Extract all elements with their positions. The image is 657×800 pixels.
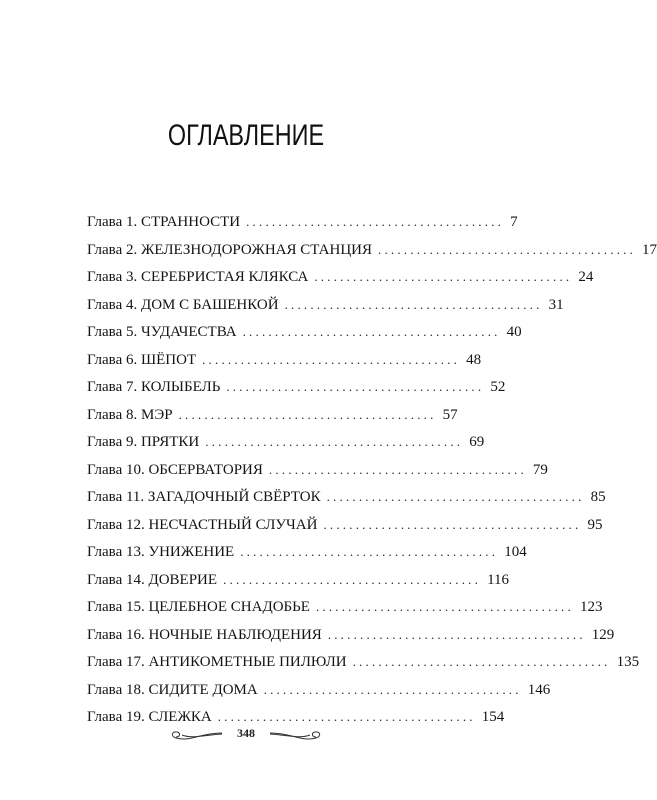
toc-dot-leader: ........................................ xyxy=(263,681,522,697)
toc-entry-page-number: 57 xyxy=(442,406,458,423)
toc-entry-page-number: 7 xyxy=(510,214,518,230)
toc-entry-label: Глава 2. ЖЕЛЕЗНОДОРОЖНАЯ СТАНЦИЯ xyxy=(87,241,372,258)
toc-entry-label: Глава 4. ДОМ С БАШЕНКОЙ xyxy=(87,296,279,313)
toc-entry-page-number: 24 xyxy=(578,269,594,285)
toc-entry xyxy=(87,236,657,264)
toc-dot-leader: ........................................ xyxy=(268,461,527,477)
toc-dot-leader: ........................................ xyxy=(284,296,543,312)
toc-dot-leader: ........................................ xyxy=(205,434,464,449)
toc-entry xyxy=(87,676,551,704)
toc-entry-label: Глава 11. ЗАГАДОЧНЫЙ СВЁРТОК xyxy=(87,489,321,505)
toc-dot-leader: ........................................ xyxy=(223,571,482,587)
toc-entry-label: Глава 5. ЧУДАЧЕСТВА xyxy=(87,324,237,340)
toc-entry-page-number: 40 xyxy=(506,324,522,340)
toc-dot-leader: ........................................ xyxy=(326,489,585,504)
toc-entry xyxy=(87,593,603,621)
toc-entry xyxy=(87,538,527,566)
toc-entry-label: Глава 18. СИДИТЕ ДОМА xyxy=(87,681,258,698)
toc-entry-page-number: 17 xyxy=(642,241,657,258)
toc-dot-leader: ........................................ xyxy=(327,626,586,642)
toc-entry-label: Глава 10. ОБСЕРВАТОРИЯ xyxy=(87,461,263,478)
toc-entry-page-number: 116 xyxy=(487,571,510,588)
toc-entry-label: Глава 6. ШЁПОТ xyxy=(87,351,197,368)
toc-dot-leader: ........................................ xyxy=(323,516,582,532)
toc-entry-page-number: 52 xyxy=(490,379,506,395)
toc-entry-label: Глава 8. МЭР xyxy=(87,406,173,423)
toc-entry-label: Глава 1. СТРАННОСТИ xyxy=(87,214,241,230)
toc-entry xyxy=(87,373,506,401)
toc-dot-leader: ........................................ xyxy=(217,709,476,724)
toc-entry-page-number: 79 xyxy=(532,461,548,478)
toc-entry-label: Глава 16. НОЧНЫЕ НАБЛЮДЕНИЯ xyxy=(87,626,322,643)
toc-entry-label: Глава 7. КОЛЫБЕЛЬ xyxy=(87,379,221,395)
toc-entry-page-number: 129 xyxy=(591,626,615,643)
toc-entry xyxy=(87,456,548,484)
toc-entry-label: Глава 9. ПРЯТКИ xyxy=(87,434,200,450)
toc-entry xyxy=(87,401,458,429)
toc-entry-page-number: 123 xyxy=(579,599,603,615)
toc-entry xyxy=(87,511,603,539)
toc-dot-leader: ........................................ xyxy=(352,654,611,669)
toc-entry-label: Глава 15. ЦЕЛЕБНОЕ СНАДОБЬЕ xyxy=(87,599,310,615)
toc-entry-page-number: 69 xyxy=(469,434,485,450)
toc-entry xyxy=(87,428,485,456)
toc-entry-page-number: 135 xyxy=(616,654,640,670)
toc-entry-label: Глава 19. СЛЕЖКА xyxy=(87,709,212,725)
toc-entry-label: Глава 14. ДОВЕРИЕ xyxy=(87,571,218,588)
toc-dot-leader: ........................................ xyxy=(242,324,501,339)
toc-dot-leader: ........................................ xyxy=(314,269,573,284)
page-footer xyxy=(0,722,492,752)
toc-entry xyxy=(87,566,510,594)
toc-entry-label: Глава 12. НЕСЧАСТНЫЙ СЛУЧАЙ xyxy=(87,516,318,533)
toc-entry xyxy=(87,208,518,236)
table-of-contents xyxy=(87,208,657,731)
page-number: 348 xyxy=(237,726,255,740)
toc-entry-page-number: 95 xyxy=(587,516,603,533)
toc-entry-label: Глава 13. УНИЖЕНИЕ xyxy=(87,544,235,560)
toc-dot-leader: ........................................ xyxy=(226,379,485,394)
toc-entry xyxy=(87,648,640,676)
toc-entry-label: Глава 17. АНТИКОМЕТНЫЕ ПИЛЮЛИ xyxy=(87,654,347,670)
toc-entry-label: Глава 3. СЕРЕБРИСТАЯ КЛЯКСА xyxy=(87,269,309,285)
toc-dot-leader: ........................................ xyxy=(202,351,461,367)
toc-entry-page-number: 154 xyxy=(481,709,505,725)
toc-entry-page-number: 48 xyxy=(466,351,482,368)
toc-dot-leader: ........................................ xyxy=(378,241,636,257)
toc-entry xyxy=(87,318,522,346)
toc-entry xyxy=(87,483,606,511)
toc-entry-page-number: 146 xyxy=(527,681,551,698)
toc-dot-leader: ........................................ xyxy=(240,544,499,559)
toc-entry xyxy=(87,621,615,649)
page-title: ОГЛАВЛЕНИЕ xyxy=(167,119,325,152)
toc-entry xyxy=(87,346,482,374)
toc-entry-page-number: 104 xyxy=(504,544,527,560)
toc-entry xyxy=(87,291,564,319)
toc-dot-leader: ........................................ xyxy=(315,599,574,614)
toc-entry-page-number: 85 xyxy=(590,489,606,505)
toc-dot-leader: ........................................ xyxy=(246,214,505,229)
toc-entry xyxy=(87,263,594,291)
toc-dot-leader: ........................................ xyxy=(178,406,437,422)
toc-entry-page-number: 31 xyxy=(548,296,564,313)
